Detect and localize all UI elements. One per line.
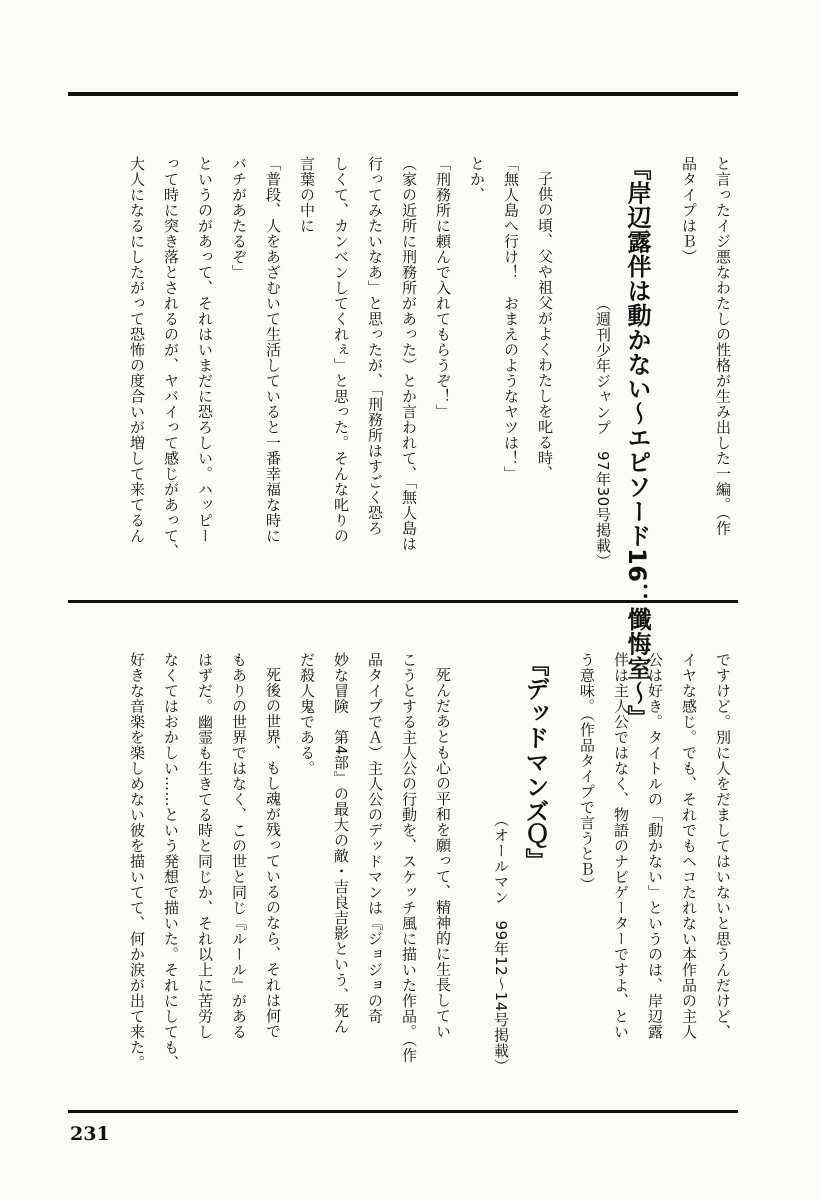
- text-column: 品タイプはＢ）: [680, 156, 698, 265]
- bottom-section: [70, 652, 740, 1082]
- text-column: 伴は主人公ではなく、物語のナビゲーターですよ、とい: [612, 652, 630, 1040]
- text-column: 子供の頃、父や祖父がよくわたしを叱る時、: [536, 171, 554, 481]
- column-gap: [654, 156, 672, 586]
- top-rule: [68, 92, 738, 96]
- text-column: もありの世界ではなく、この世と同じ『ルール』がある: [230, 652, 248, 1040]
- text-column: 好きな音楽を楽しめない彼を描いてて、何か涙が出て来た。: [128, 652, 146, 1071]
- text-column: 言葉の中に: [298, 156, 316, 234]
- text-column: 「普段、人をあざむいて生活していると一番幸福な時に: [264, 156, 282, 544]
- text-column: 大人になるにしたがって恐怖の度合いが増して来てるん: [128, 156, 146, 544]
- section-title: 『デッドマンズＱ』: [521, 652, 549, 873]
- publication-info: （週刊少年ジャンプ 97年30号掲載）: [594, 296, 612, 569]
- bottom-rule: [68, 1110, 738, 1113]
- text-column: はずだ。幽霊も生きてる時と同じか、それ以上に苦労し: [196, 652, 214, 1040]
- text-column: だ殺人鬼である。: [298, 652, 316, 776]
- publication-info: （オールマン 99年12～14号掲載）: [492, 812, 510, 1074]
- text-column: こうとする主人公の行動を、スケッチ風に描いた作品。（作: [400, 652, 418, 1063]
- text-column: バチがあたるぞ」: [230, 156, 248, 280]
- text-column: 行ってみたいなあ」と思ったが、「刑務所はすごく恐ろ: [366, 156, 384, 536]
- text-column: って時に突き落とされるのが、ヤバイって感じがあって、: [162, 156, 180, 559]
- section-title: 『岸辺露伴は動かない～エピソード16：懺悔室～』: [623, 156, 651, 730]
- column-gap: [552, 652, 570, 1082]
- text-column: 品タイプでＡ）主人公のデッドマンは『ジョジョの奇: [366, 652, 384, 1024]
- text-column: 死後の世界、もし魂が残っているのなら、それは何で: [264, 667, 282, 1039]
- text-column: と言ったイジ悪なわたしの性格が生み出した一編。（作: [714, 156, 732, 536]
- text-column: 「刑務所に頼んで入れてもらうぞ！」: [434, 156, 452, 420]
- middle-rule: [68, 600, 738, 603]
- text-column: というのがあって、それはいまだに恐ろしい。ハッピー: [196, 156, 214, 544]
- text-column: とか、: [468, 156, 486, 203]
- text-column: 「無人島へ行け！ おまえのようなヤツは！」: [502, 156, 520, 482]
- text-column: ですけど。別に人をだましてはいないと思うんだけど、: [714, 652, 732, 1040]
- text-column: 妙な冒険 第4部』の最大の敵・吉良吉影という、死ん: [332, 652, 350, 1035]
- text-column: う意味。（作品タイプで言うとＢ）: [578, 652, 596, 893]
- page-number: 231: [70, 1123, 110, 1145]
- text-column: しくて、カンベンしてくれぇ」と思った。そんな叱りの: [332, 156, 350, 544]
- text-column: 公は好き。タイトルの「動かない」というのは、岸辺露: [646, 652, 664, 1040]
- text-column: 死んだあとも心の平和を願って、精神的に生長してい: [434, 667, 452, 1039]
- text-column: イヤな感じ。でも、それでもヘコたれない本作品の主人: [680, 652, 698, 1040]
- text-column: （家の近所に刑務所があった）とか言われて、「無人島は: [400, 156, 418, 552]
- text-column: なくてはおかしい……という発想で描いた。それにしても、: [162, 652, 180, 1071]
